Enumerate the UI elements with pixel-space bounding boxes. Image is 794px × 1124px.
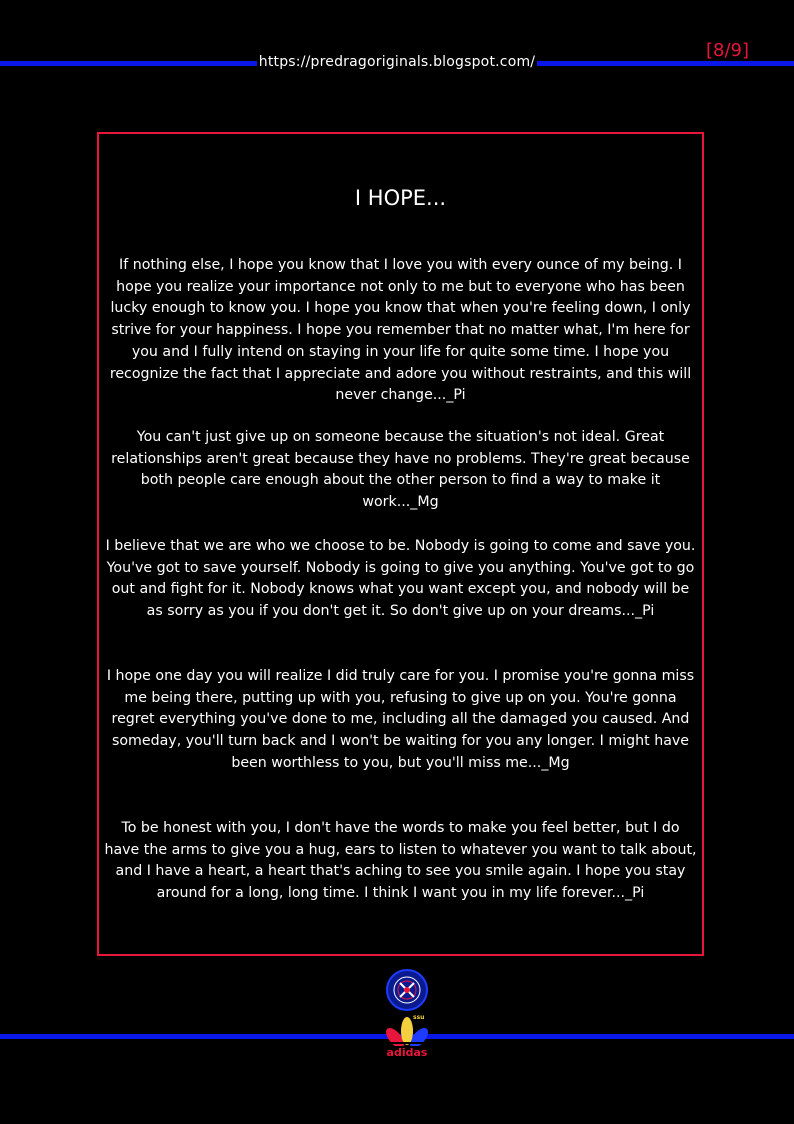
poem-title: I HOPE... xyxy=(354,186,447,210)
poem-paragraph-2: You can't just give up on someone because the situation's not ideal. Great relationships aren't great because they have no problems. They're great because both people care enough about the other person to find a way to make it work..._Mg xyxy=(111,429,690,511)
brand-small-text: ssu xyxy=(413,1014,425,1021)
poem-paragraph-1: If nothing else, I hope you know that I love you with every ounce of my being. I hope you realize your importance not only to me but to everyone who has been lucky enough to know you. I hope you know that when you're feeling down, I only strive for your happiness. I hope you remember that no matter what, I'm here for you and I fully intend on staying in your life for quite some time. I hope you recognize the fact that I appreciate and adore you without restraints, and this will never change..._Pi xyxy=(109,257,692,404)
poem-paragraph-5: To be honest with you, I don't have the words to make you feel better, but I do have the arms to give you a hug, ears to listen to whatever you want to talk about, and I have a heart, a heart that's aching to see you smile again. I hope you stay around for a long, long time. I think I want you in my life forever..._Pi xyxy=(104,820,697,902)
seal-emblem-icon xyxy=(385,968,429,1012)
poem-paragraph-4: I hope one day you will realize I did truly care for you. I promise you're gonna miss me being there, putting up with you, refusing to give up on you. You're gonna regret everything you've done to me, including all the damaged you caused. And someday, you'll turn back and I won't be waiting for you any longer. I might have been worthless to you, but you'll miss me..._Mg xyxy=(106,668,695,771)
blog-url-text[interactable]: https://predragoriginals.blogspot.com/ xyxy=(258,54,536,70)
page-indicator: [8/9] xyxy=(706,40,750,61)
blog-url[interactable] xyxy=(0,54,794,70)
poem-paragraph-3: I believe that we are who we choose to be. Nobody is going to come and save you. You've got to save yourself. Nobody is going to give you anything. You've got to go out and fight for it. Nobody knows what you want except you, and nobody will be as sorry as you if you don't get it. So don't give up on your dreams..._Pi xyxy=(105,538,696,620)
brand-text: adidas xyxy=(386,1046,428,1059)
